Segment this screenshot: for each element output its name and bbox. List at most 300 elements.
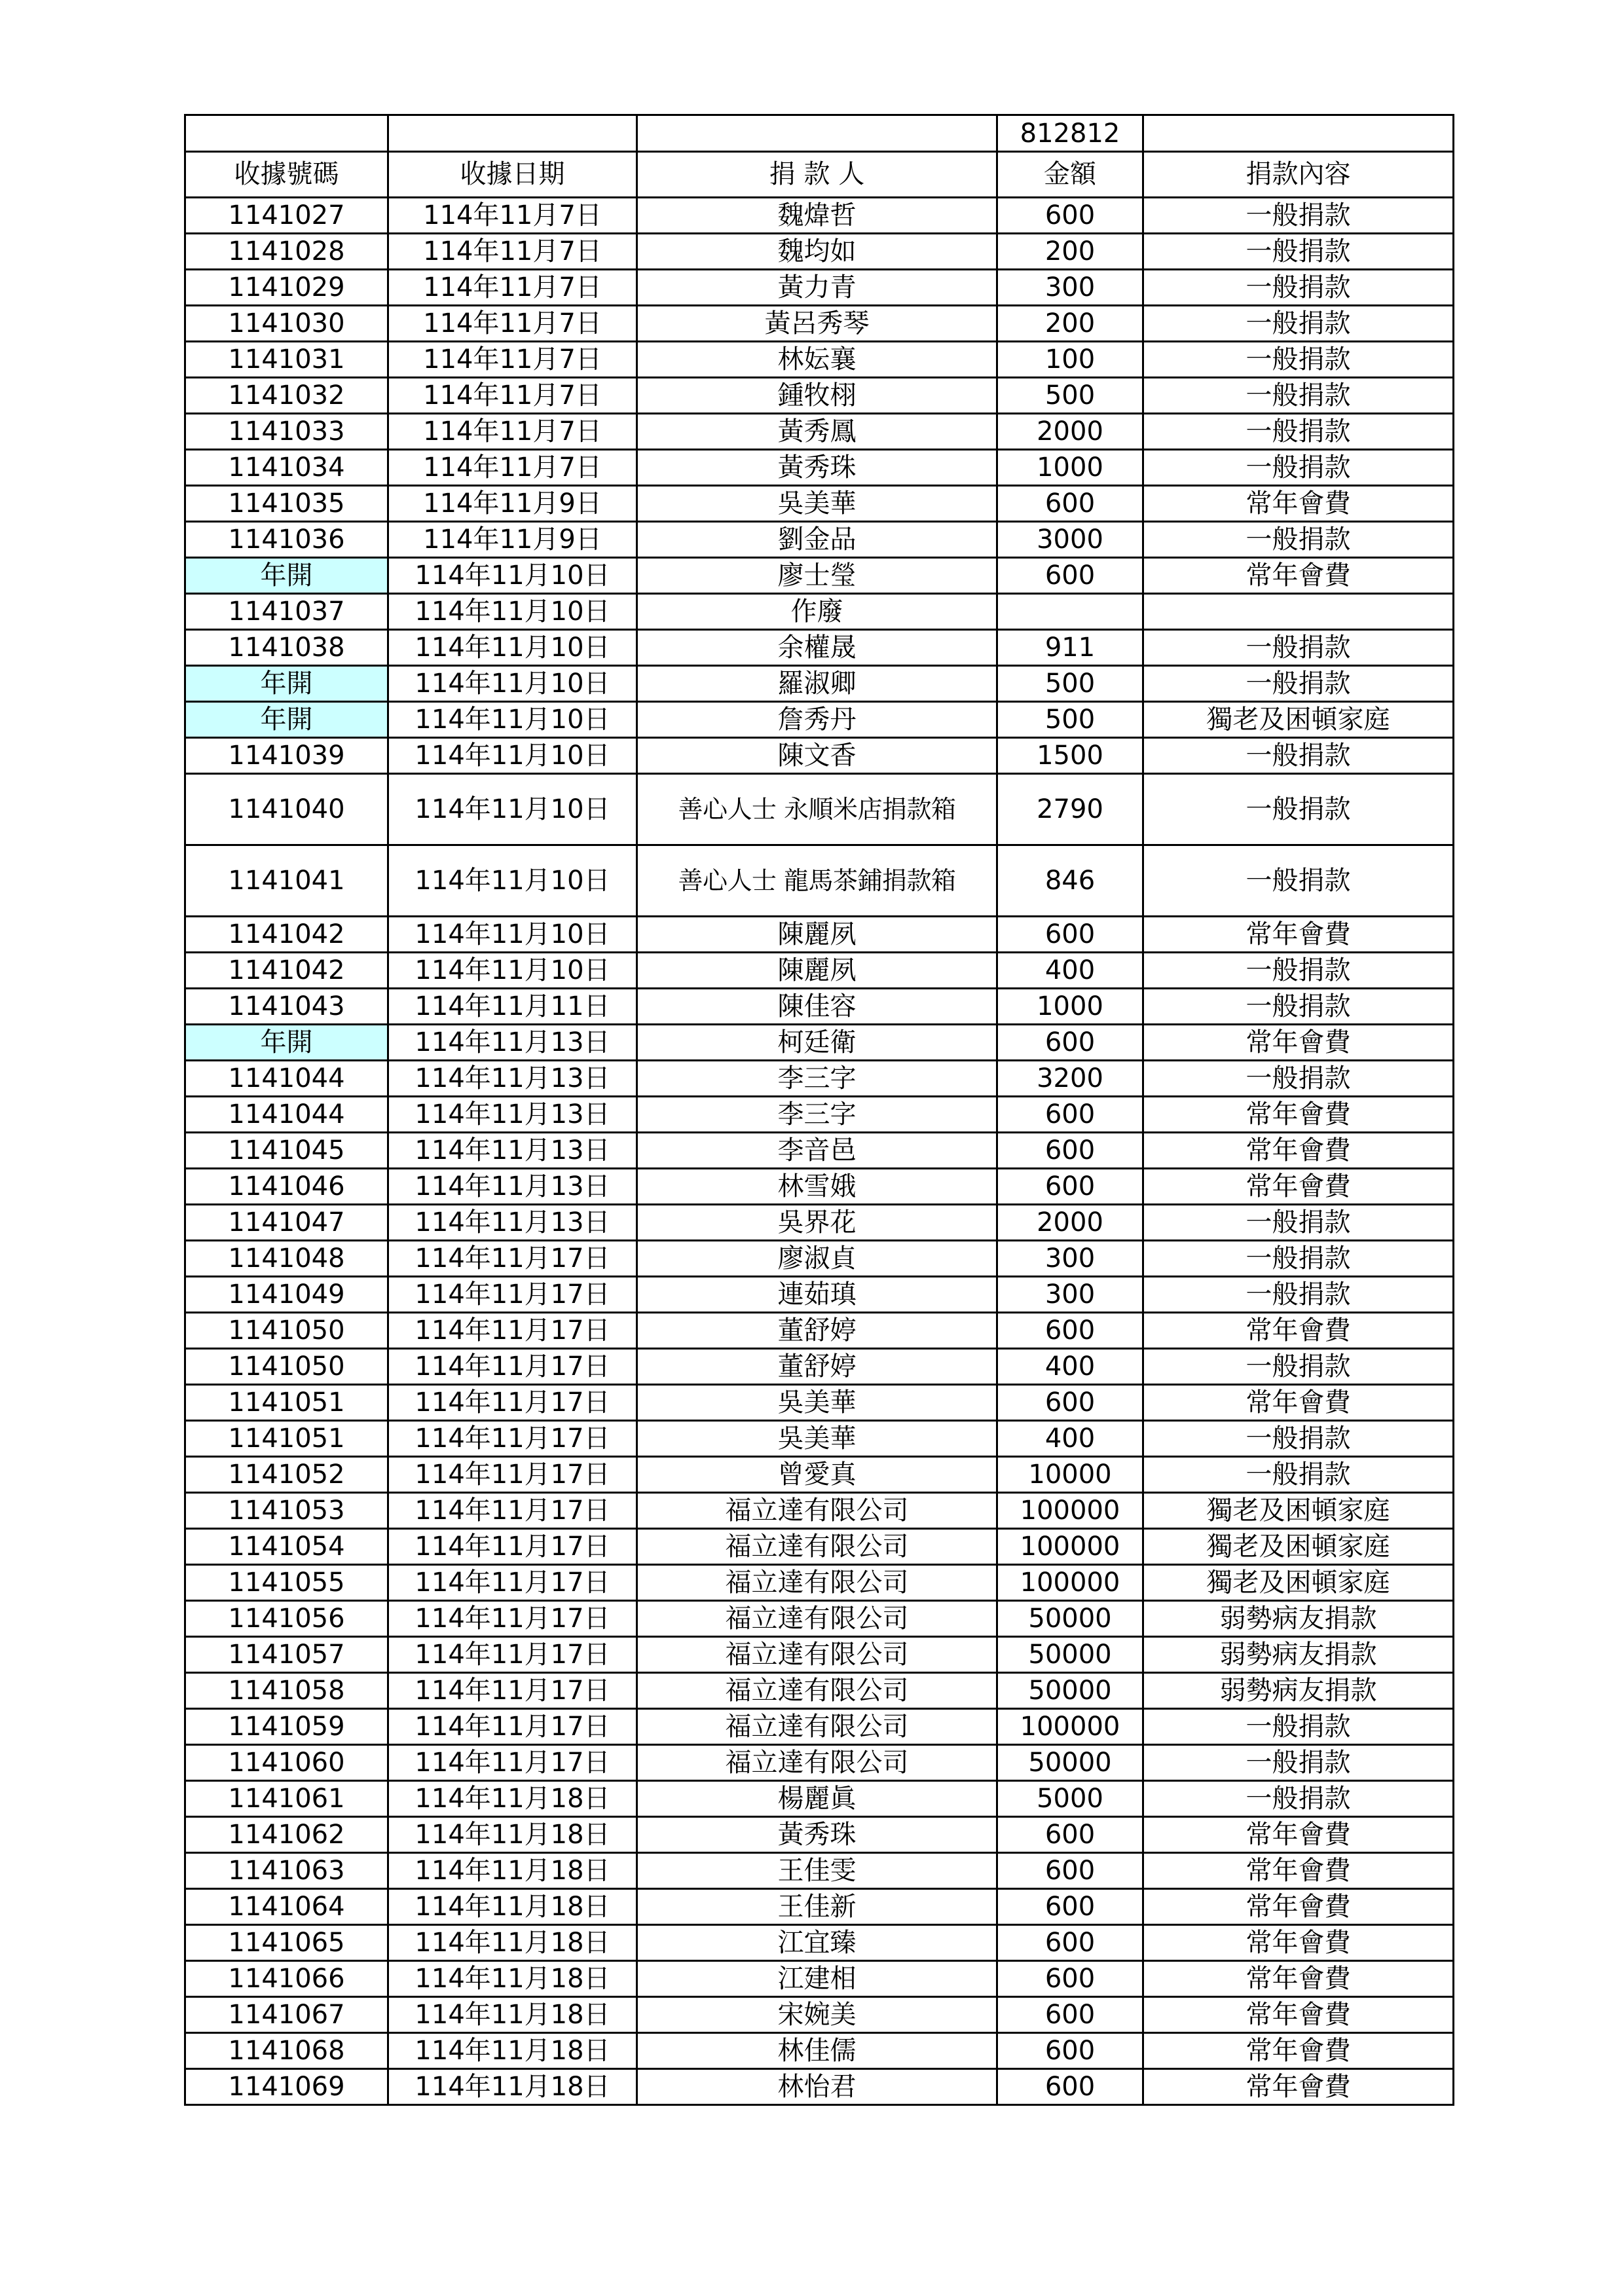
table-row — [185, 989, 1454, 1025]
receipt-no-cell: 1141039 — [185, 738, 388, 774]
table-row — [185, 1061, 1454, 1097]
table-row — [185, 450, 1454, 486]
receipt-date-cell: 114年11月17日 — [388, 1385, 637, 1421]
purpose-cell: 一般捐款 — [1143, 270, 1454, 306]
receipt-date-cell: 114年11月17日 — [388, 1241, 637, 1277]
donor-cell: 陳麗夙 — [637, 917, 997, 953]
amount-cell: 500 — [997, 666, 1143, 702]
total-blank-cell — [185, 115, 388, 152]
table-row — [185, 1313, 1454, 1349]
receipt-date-cell: 114年11月10日 — [388, 738, 637, 774]
donor-cell: 陳麗夙 — [637, 953, 997, 989]
header-row — [185, 152, 1454, 198]
receipt-no-cell: 1141044 — [185, 1061, 388, 1097]
amount-cell: 600 — [997, 917, 1143, 953]
receipt-no-cell: 1141062 — [185, 1817, 388, 1853]
table-row — [185, 1277, 1454, 1313]
receipt-date-cell: 114年11月17日 — [388, 1349, 637, 1385]
purpose-cell: 一般捐款 — [1143, 989, 1454, 1025]
table-row — [185, 1781, 1454, 1817]
receipt-date-cell: 114年11月10日 — [388, 702, 637, 738]
receipt-no-cell: 1141063 — [185, 1853, 388, 1889]
purpose-cell: 一般捐款 — [1143, 1241, 1454, 1277]
table-row — [185, 1745, 1454, 1781]
receipt-date-cell: 114年11月17日 — [388, 1565, 637, 1601]
receipt-no-cell: 年開 — [185, 1025, 388, 1061]
purpose-cell: 弱勢病友捐款 — [1143, 1673, 1454, 1709]
donor-cell: 林怡君 — [637, 2069, 997, 2105]
donor-cell: 廖士瑩 — [637, 558, 997, 594]
receipt-date-cell: 114年11月7日 — [388, 342, 637, 378]
receipt-date-cell: 114年11月17日 — [388, 1277, 637, 1313]
receipt-no-cell: 1141067 — [185, 1997, 388, 2033]
amount-cell: 400 — [997, 953, 1143, 989]
donor-cell: 王佳新 — [637, 1889, 997, 1925]
amount-cell: 200 — [997, 306, 1143, 342]
amount-cell: 50000 — [997, 1673, 1143, 1709]
purpose-cell: 常年會費 — [1143, 1169, 1454, 1205]
table-row — [185, 917, 1454, 953]
donor-cell: 黃秀鳳 — [637, 414, 997, 450]
receipt-no-cell: 1141054 — [185, 1529, 388, 1565]
donor-cell: 連茹瑱 — [637, 1277, 997, 1313]
receipt-date-cell: 114年11月17日 — [388, 1673, 637, 1709]
receipt-no-cell: 1141045 — [185, 1133, 388, 1169]
receipt-date-cell: 114年11月18日 — [388, 1925, 637, 1961]
purpose-cell: 一般捐款 — [1143, 666, 1454, 702]
purpose-cell: 一般捐款 — [1143, 1349, 1454, 1385]
purpose-cell: 一般捐款 — [1143, 1421, 1454, 1457]
donor-cell: 福立達有限公司 — [637, 1745, 997, 1781]
amount-cell: 600 — [997, 486, 1143, 522]
table-row — [185, 774, 1454, 845]
receipt-date-cell: 114年11月13日 — [388, 1097, 637, 1133]
table-row — [185, 1601, 1454, 1637]
table-row — [185, 342, 1454, 378]
purpose-cell: 常年會費 — [1143, 1853, 1454, 1889]
receipt-date-cell: 114年11月17日 — [388, 1421, 637, 1457]
amount-cell: 600 — [997, 1889, 1143, 1925]
donor-cell: 羅淑卿 — [637, 666, 997, 702]
total-blank-cell — [637, 115, 997, 152]
purpose-cell: 常年會費 — [1143, 2069, 1454, 2105]
amount-cell: 1000 — [997, 989, 1143, 1025]
donor-cell: 楊麗眞 — [637, 1781, 997, 1817]
table-row — [185, 594, 1454, 630]
purpose-cell: 一般捐款 — [1143, 1277, 1454, 1313]
receipt-no-cell: 1141049 — [185, 1277, 388, 1313]
receipt-no-cell: 1141051 — [185, 1421, 388, 1457]
purpose-cell: 一般捐款 — [1143, 738, 1454, 774]
table-row — [185, 1457, 1454, 1493]
receipt-no-cell: 1141046 — [185, 1169, 388, 1205]
table-row — [185, 522, 1454, 558]
donor-cell: 曾愛真 — [637, 1457, 997, 1493]
receipt-no-cell: 年開 — [185, 666, 388, 702]
donation-table — [184, 114, 1454, 2106]
table-row — [185, 2033, 1454, 2069]
receipt-date-cell: 114年11月10日 — [388, 917, 637, 953]
receipt-no-cell: 1141041 — [185, 845, 388, 917]
table-row — [185, 845, 1454, 917]
donor-cell: 劉金品 — [637, 522, 997, 558]
donor-cell: 江建相 — [637, 1961, 997, 1997]
table-row — [185, 1385, 1454, 1421]
donor-cell: 善心人士 永順米店捐款箱 — [637, 774, 997, 845]
purpose-cell: 常年會費 — [1143, 486, 1454, 522]
receipt-date-cell: 114年11月18日 — [388, 2069, 637, 2105]
table-row — [185, 1961, 1454, 1997]
donor-cell: 吳美華 — [637, 1385, 997, 1421]
amount-cell: 600 — [997, 1169, 1143, 1205]
table-row — [185, 378, 1454, 414]
table-row — [185, 666, 1454, 702]
amount-cell: 100000 — [997, 1709, 1143, 1745]
receipt-no-cell: 1141065 — [185, 1925, 388, 1961]
receipt-date-cell: 114年11月17日 — [388, 1529, 637, 1565]
receipt-date-cell: 114年11月17日 — [388, 1601, 637, 1637]
amount-cell: 500 — [997, 378, 1143, 414]
receipt-date-cell: 114年11月9日 — [388, 486, 637, 522]
receipt-date-cell: 114年11月10日 — [388, 594, 637, 630]
amount-cell: 300 — [997, 1277, 1143, 1313]
total-blank-cell — [388, 115, 637, 152]
receipt-no-cell: 1141042 — [185, 953, 388, 989]
receipt-no-cell: 1141068 — [185, 2033, 388, 2069]
receipt-date-cell: 114年11月10日 — [388, 953, 637, 989]
purpose-cell: 一般捐款 — [1143, 198, 1454, 234]
receipt-date-cell: 114年11月17日 — [388, 1637, 637, 1673]
receipt-no-cell: 1141058 — [185, 1673, 388, 1709]
receipt-no-cell: 1141056 — [185, 1601, 388, 1637]
amount-cell: 600 — [997, 1097, 1143, 1133]
donor-cell: 福立達有限公司 — [637, 1493, 997, 1529]
amount-cell: 300 — [997, 270, 1143, 306]
table-row — [185, 1205, 1454, 1241]
receipt-date-cell: 114年11月7日 — [388, 198, 637, 234]
purpose-cell: 弱勢病友捐款 — [1143, 1601, 1454, 1637]
receipt-no-cell: 1141044 — [185, 1097, 388, 1133]
table-row — [185, 1997, 1454, 2033]
donor-cell: 陳佳容 — [637, 989, 997, 1025]
receipt-date-cell: 114年11月17日 — [388, 1457, 637, 1493]
purpose-cell: 一般捐款 — [1143, 1061, 1454, 1097]
purpose-cell: 一般捐款 — [1143, 774, 1454, 845]
receipt-date-cell: 114年11月13日 — [388, 1133, 637, 1169]
donor-cell: 林妘襄 — [637, 342, 997, 378]
amount-cell: 50000 — [997, 1637, 1143, 1673]
receipt-no-cell: 1141052 — [185, 1457, 388, 1493]
amount-cell: 2000 — [997, 414, 1143, 450]
donor-cell: 吳美華 — [637, 1421, 997, 1457]
table-row — [185, 1097, 1454, 1133]
purpose-cell: 常年會費 — [1143, 1025, 1454, 1061]
receipt-date-cell: 114年11月10日 — [388, 845, 637, 917]
table-row — [185, 1169, 1454, 1205]
donor-cell: 黃力青 — [637, 270, 997, 306]
receipt-date-cell: 114年11月17日 — [388, 1709, 637, 1745]
total-amount: 812812 — [997, 115, 1143, 152]
receipt-no-cell: 1141035 — [185, 486, 388, 522]
receipt-no-cell: 年開 — [185, 702, 388, 738]
donor-cell: 李三字 — [637, 1061, 997, 1097]
amount-cell: 600 — [997, 1997, 1143, 2033]
purpose-cell: 常年會費 — [1143, 1817, 1454, 1853]
donor-cell: 董舒婷 — [637, 1349, 997, 1385]
amount-cell: 100 — [997, 342, 1143, 378]
donor-cell: 福立達有限公司 — [637, 1637, 997, 1673]
donor-cell: 吳美華 — [637, 486, 997, 522]
donor-cell: 宋婉美 — [637, 1997, 997, 2033]
amount-cell: 1000 — [997, 450, 1143, 486]
amount-cell: 300 — [997, 1241, 1143, 1277]
receipt-date-cell: 114年11月17日 — [388, 1313, 637, 1349]
receipt-date-cell: 114年11月18日 — [388, 1889, 637, 1925]
purpose-cell: 常年會費 — [1143, 1097, 1454, 1133]
amount-cell: 10000 — [997, 1457, 1143, 1493]
donor-cell: 李三字 — [637, 1097, 997, 1133]
receipt-date-cell: 114年11月18日 — [388, 1853, 637, 1889]
table-row — [185, 1925, 1454, 1961]
purpose-cell: 一般捐款 — [1143, 450, 1454, 486]
receipt-no-cell: 年開 — [185, 558, 388, 594]
amount-cell — [997, 594, 1143, 630]
amount-cell: 600 — [997, 558, 1143, 594]
table-row — [185, 1637, 1454, 1673]
header-purpose: 捐款內容 — [1143, 152, 1454, 198]
purpose-cell: 常年會費 — [1143, 1385, 1454, 1421]
receipt-no-cell: 1141027 — [185, 198, 388, 234]
header-receipt-no: 收據號碼 — [185, 152, 388, 198]
receipt-no-cell: 1141042 — [185, 917, 388, 953]
receipt-date-cell: 114年11月7日 — [388, 270, 637, 306]
receipt-date-cell: 114年11月18日 — [388, 2033, 637, 2069]
purpose-cell: 常年會費 — [1143, 1889, 1454, 1925]
table-row — [185, 953, 1454, 989]
purpose-cell: 一般捐款 — [1143, 845, 1454, 917]
table-row — [185, 1709, 1454, 1745]
amount-cell: 100000 — [997, 1493, 1143, 1529]
receipt-no-cell: 1141034 — [185, 450, 388, 486]
total-blank-cell — [1143, 115, 1454, 152]
purpose-cell: 一般捐款 — [1143, 234, 1454, 270]
receipt-no-cell: 1141040 — [185, 774, 388, 845]
purpose-cell: 獨老及困頓家庭 — [1143, 1529, 1454, 1565]
amount-cell: 100000 — [997, 1565, 1143, 1601]
purpose-cell: 常年會費 — [1143, 1925, 1454, 1961]
amount-cell: 600 — [997, 198, 1143, 234]
receipt-no-cell: 1141038 — [185, 630, 388, 666]
total-row — [185, 115, 1454, 152]
table-row — [185, 630, 1454, 666]
donor-cell: 王佳雯 — [637, 1853, 997, 1889]
donor-cell: 陳文香 — [637, 738, 997, 774]
table-row — [185, 1889, 1454, 1925]
purpose-cell: 一般捐款 — [1143, 630, 1454, 666]
table-row — [185, 1565, 1454, 1601]
receipt-date-cell: 114年11月13日 — [388, 1025, 637, 1061]
purpose-cell: 常年會費 — [1143, 1961, 1454, 1997]
amount-cell: 600 — [997, 1925, 1143, 1961]
purpose-cell: 一般捐款 — [1143, 522, 1454, 558]
amount-cell: 600 — [997, 2069, 1143, 2105]
amount-cell: 50000 — [997, 1745, 1143, 1781]
receipt-no-cell: 1141037 — [185, 594, 388, 630]
receipt-no-cell: 1141059 — [185, 1709, 388, 1745]
amount-cell: 600 — [997, 1961, 1143, 1997]
receipt-date-cell: 114年11月18日 — [388, 1961, 637, 1997]
donor-cell: 吳界花 — [637, 1205, 997, 1241]
amount-cell: 600 — [997, 1853, 1143, 1889]
purpose-cell: 一般捐款 — [1143, 1781, 1454, 1817]
purpose-cell: 一般捐款 — [1143, 342, 1454, 378]
receipt-date-cell: 114年11月17日 — [388, 1493, 637, 1529]
table-row — [185, 738, 1454, 774]
purpose-cell: 獨老及困頓家庭 — [1143, 1493, 1454, 1529]
donor-cell: 林佳儒 — [637, 2033, 997, 2069]
receipt-no-cell: 1141055 — [185, 1565, 388, 1601]
amount-cell: 2790 — [997, 774, 1143, 845]
purpose-cell: 常年會費 — [1143, 1313, 1454, 1349]
amount-cell: 400 — [997, 1349, 1143, 1385]
donor-cell: 作廢 — [637, 594, 997, 630]
amount-cell: 2000 — [997, 1205, 1143, 1241]
receipt-no-cell: 1141030 — [185, 306, 388, 342]
donor-cell: 黃秀珠 — [637, 450, 997, 486]
table-row — [185, 414, 1454, 450]
receipt-date-cell: 114年11月18日 — [388, 1817, 637, 1853]
receipt-date-cell: 114年11月13日 — [388, 1169, 637, 1205]
purpose-cell: 一般捐款 — [1143, 1205, 1454, 1241]
purpose-cell: 一般捐款 — [1143, 1745, 1454, 1781]
table-row — [185, 558, 1454, 594]
donor-cell: 福立達有限公司 — [637, 1565, 997, 1601]
purpose-cell: 獨老及困頓家庭 — [1143, 1565, 1454, 1601]
amount-cell: 846 — [997, 845, 1143, 917]
amount-cell: 5000 — [997, 1781, 1143, 1817]
header-amount: 金額 — [997, 152, 1143, 198]
receipt-no-cell: 1141043 — [185, 989, 388, 1025]
purpose-cell: 一般捐款 — [1143, 414, 1454, 450]
receipt-date-cell: 114年11月10日 — [388, 558, 637, 594]
receipt-no-cell: 1141048 — [185, 1241, 388, 1277]
receipt-no-cell: 1141060 — [185, 1745, 388, 1781]
receipt-date-cell: 114年11月10日 — [388, 774, 637, 845]
receipt-date-cell: 114年11月9日 — [388, 522, 637, 558]
donor-cell: 柯廷衛 — [637, 1025, 997, 1061]
table-row — [185, 1673, 1454, 1709]
amount-cell: 600 — [997, 2033, 1143, 2069]
purpose-cell: 一般捐款 — [1143, 378, 1454, 414]
amount-cell: 3200 — [997, 1061, 1143, 1097]
receipt-date-cell: 114年11月11日 — [388, 989, 637, 1025]
donor-cell: 廖淑貞 — [637, 1241, 997, 1277]
receipt-no-cell: 1141028 — [185, 234, 388, 270]
receipt-no-cell: 1141047 — [185, 1205, 388, 1241]
receipt-no-cell: 1141061 — [185, 1781, 388, 1817]
donor-cell: 林雪娥 — [637, 1169, 997, 1205]
purpose-cell: 弱勢病友捐款 — [1143, 1637, 1454, 1673]
purpose-cell: 常年會費 — [1143, 2033, 1454, 2069]
purpose-cell: 常年會費 — [1143, 1133, 1454, 1169]
table-row — [185, 1529, 1454, 1565]
receipt-no-cell: 1141032 — [185, 378, 388, 414]
receipt-no-cell: 1141064 — [185, 1889, 388, 1925]
donor-cell: 福立達有限公司 — [637, 1673, 997, 1709]
purpose-cell: 常年會費 — [1143, 558, 1454, 594]
receipt-date-cell: 114年11月17日 — [388, 1745, 637, 1781]
receipt-date-cell: 114年11月7日 — [388, 234, 637, 270]
table-row — [185, 486, 1454, 522]
receipt-no-cell: 1141031 — [185, 342, 388, 378]
purpose-cell: 一般捐款 — [1143, 306, 1454, 342]
receipt-no-cell: 1141069 — [185, 2069, 388, 2105]
donor-cell: 李音邑 — [637, 1133, 997, 1169]
table-row — [185, 2069, 1454, 2105]
table-row — [185, 1025, 1454, 1061]
amount-cell: 600 — [997, 1817, 1143, 1853]
table-row — [185, 1853, 1454, 1889]
header-receipt-date: 收據日期 — [388, 152, 637, 198]
table-row — [185, 1421, 1454, 1457]
receipt-no-cell: 1141051 — [185, 1385, 388, 1421]
amount-cell: 600 — [997, 1313, 1143, 1349]
receipt-date-cell: 114年11月18日 — [388, 1781, 637, 1817]
receipt-no-cell: 1141050 — [185, 1313, 388, 1349]
donor-cell: 福立達有限公司 — [637, 1529, 997, 1565]
purpose-cell: 常年會費 — [1143, 917, 1454, 953]
donor-cell: 余權晟 — [637, 630, 997, 666]
amount-cell: 600 — [997, 1385, 1143, 1421]
receipt-no-cell: 1141053 — [185, 1493, 388, 1529]
donor-cell: 福立達有限公司 — [637, 1601, 997, 1637]
purpose-cell: 一般捐款 — [1143, 1457, 1454, 1493]
donor-cell: 董舒婷 — [637, 1313, 997, 1349]
purpose-cell: 一般捐款 — [1143, 1709, 1454, 1745]
receipt-date-cell: 114年11月7日 — [388, 414, 637, 450]
amount-cell: 1500 — [997, 738, 1143, 774]
table-row — [185, 306, 1454, 342]
purpose-cell: 獨老及困頓家庭 — [1143, 702, 1454, 738]
amount-cell: 200 — [997, 234, 1143, 270]
table-row — [185, 702, 1454, 738]
receipt-no-cell: 1141057 — [185, 1637, 388, 1673]
receipt-date-cell: 114年11月10日 — [388, 666, 637, 702]
table-row — [185, 1493, 1454, 1529]
receipt-date-cell: 114年11月18日 — [388, 1997, 637, 2033]
donor-cell: 鍾牧栩 — [637, 378, 997, 414]
donor-cell: 黃秀珠 — [637, 1817, 997, 1853]
receipt-date-cell: 114年11月13日 — [388, 1061, 637, 1097]
amount-cell: 100000 — [997, 1529, 1143, 1565]
amount-cell: 3000 — [997, 522, 1143, 558]
purpose-cell: 一般捐款 — [1143, 953, 1454, 989]
receipt-no-cell: 1141050 — [185, 1349, 388, 1385]
receipt-date-cell: 114年11月13日 — [388, 1205, 637, 1241]
table-row — [185, 198, 1454, 234]
amount-cell: 600 — [997, 1133, 1143, 1169]
purpose-cell: 常年會費 — [1143, 1997, 1454, 2033]
receipt-no-cell: 1141029 — [185, 270, 388, 306]
receipt-date-cell: 114年11月7日 — [388, 306, 637, 342]
donor-cell: 黃呂秀琴 — [637, 306, 997, 342]
table-row — [185, 270, 1454, 306]
donor-cell: 魏煒哲 — [637, 198, 997, 234]
receipt-date-cell: 114年11月7日 — [388, 378, 637, 414]
receipt-date-cell: 114年11月10日 — [388, 630, 637, 666]
table-row — [185, 1349, 1454, 1385]
donor-cell: 江宜臻 — [637, 1925, 997, 1961]
